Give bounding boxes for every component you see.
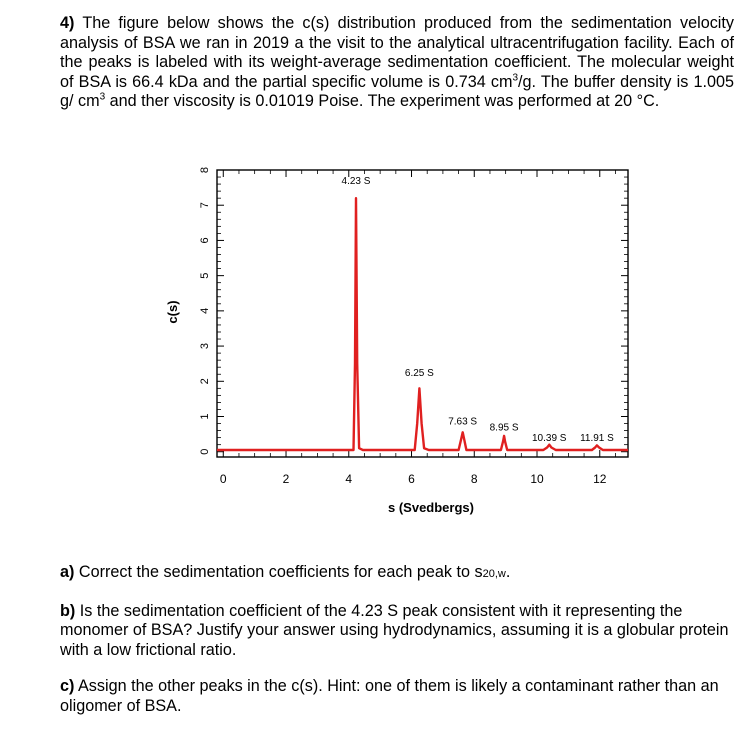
x-tick-label: 12 (593, 472, 607, 486)
question-parts (60, 563, 736, 733)
question-a-subscript: 20,w (482, 568, 506, 580)
y-tick-label: 8 (199, 166, 211, 174)
y-tick-label: 3 (199, 343, 211, 350)
question-b-label: b) (60, 601, 76, 620)
peak-label: 4.23 S (341, 176, 371, 188)
peak-label: 6.25 S (404, 368, 434, 380)
intro-text-3: and ther viscosity is 0.01019 Poise. The experiment was performed at 20 °C. (105, 92, 660, 110)
question-a (60, 563, 736, 585)
question-c (60, 677, 736, 716)
y-tick-label: 2 (199, 378, 211, 385)
intro-text-2: /g. The buffer density is 1.005 g/ cm (60, 72, 734, 110)
intro-text-1: The figure below shows the c(s) distribution produced from the sedimentation velocity analysis of BSA we ran in 2019 a the visit to the analytical ultracentrifugation facility. Each of the peaks is labeled with its weight-average sedimentation coefficient. The molecular weight of BSA is 66.4 kDa and the partial specific volume is 0.734 cm (60, 14, 734, 91)
y-tick-label: 7 (199, 202, 211, 209)
peak-label: 7.63 S (448, 416, 478, 428)
x-axis-label: s (Svedbergs) (388, 500, 474, 515)
x-tick-label: 6 (408, 472, 415, 486)
chart-svg (150, 150, 650, 530)
peak-label: 8.95 S (489, 422, 519, 434)
y-tick-label: 1 (199, 413, 211, 420)
question-a-label: a) (60, 563, 75, 581)
question-a-text: Correct the sedimentation coefficients for each peak to s (74, 563, 483, 581)
peak-label: 10.39 S (532, 433, 567, 445)
x-tick-label: 2 (282, 472, 290, 486)
peak-label: 11.91 S (580, 433, 614, 445)
question-c-text: Assign the other peaks in the c(s). Hint: one of them is likely a contaminant rather than an oligomer of BSA. (60, 677, 719, 715)
y-tick-label: 6 (199, 237, 211, 244)
intro-superscript-2: 3 (99, 91, 106, 103)
y-tick-label: 5 (199, 272, 211, 279)
question-number: 4) (60, 14, 75, 32)
x-tick-label: 4 (345, 472, 353, 486)
y-axis-label: c(s) (165, 300, 180, 324)
plot-frame (217, 170, 628, 457)
x-tick-label: 10 (530, 472, 544, 486)
y-tick-label: 0 (199, 448, 211, 455)
x-tick-label: 8 (470, 472, 478, 486)
series-line-0 (217, 198, 628, 450)
question-b (60, 602, 736, 661)
cs-distribution-chart (150, 150, 650, 530)
question-a-end: . (505, 563, 511, 581)
question-c-label: c) (60, 677, 75, 695)
x-tick-label: 0 (219, 472, 227, 486)
question-intro (60, 14, 734, 112)
y-tick-label: 4 (199, 307, 211, 314)
question-b-text: Is the sedimentation coefficient of the 4.23 S peak consistent with it representing the monomer of BSA? Justify your answer using hydrodynamics, assuming it is a globular protein with a low frictional ratio. (60, 601, 729, 659)
intro-superscript-1: 3 (512, 72, 518, 84)
